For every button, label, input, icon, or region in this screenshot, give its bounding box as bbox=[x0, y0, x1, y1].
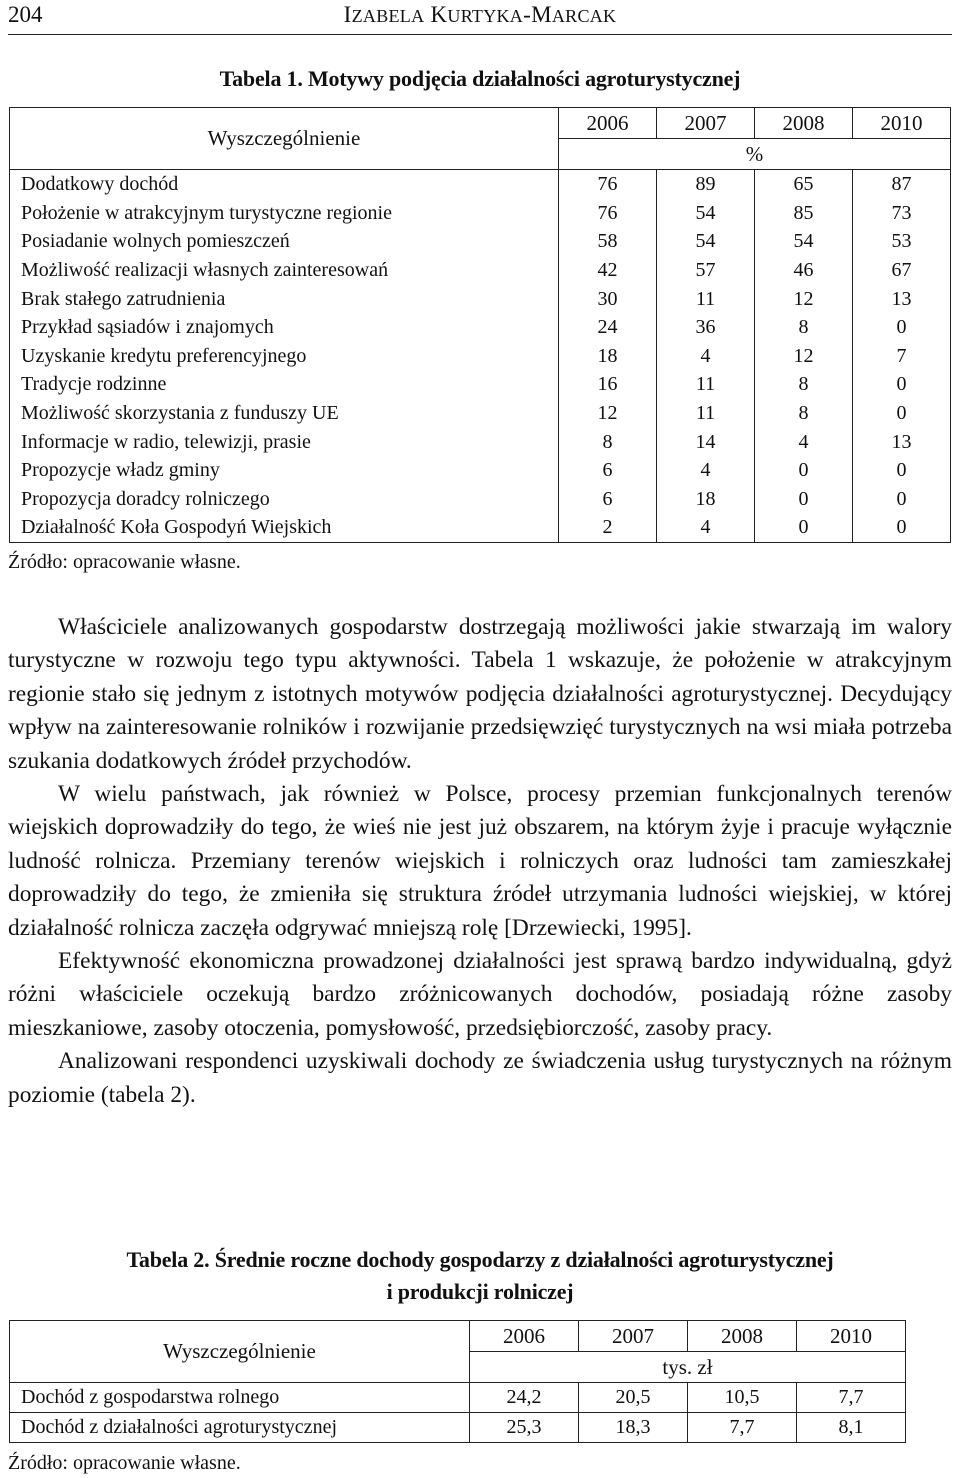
cell-value: 73 bbox=[853, 199, 951, 228]
table-row bbox=[10, 199, 951, 228]
table2-stub-header: Wyszczególnienie bbox=[10, 1321, 470, 1383]
paragraph: W wielu państwach, jak również w Polsce, procesy przemian funkcjonalnych terenów wiejskich doprowadziły do tego, że wieś nie jest już obszarem, na którym żyje i pracuje wyłącznie ludność rolnicza. Przemiany terenów wiejskich i rolniczych oraz ludności tam zamieszkałej doprowadziły do tego, że zmieniła się struktura źródeł utrzymania ludności wiejskiej, w której działalność rolnicza zaczęła odgrywać mniejszą rolę [Drzewiecki, 1995]. bbox=[8, 781, 952, 941]
row-label: Działalność Koła Gospodyń Wiejskich bbox=[10, 513, 559, 542]
row-label: Dodatkowy dochód bbox=[10, 170, 559, 199]
table-row bbox=[10, 227, 951, 256]
table2-unit-header: tys. zł bbox=[470, 1352, 906, 1383]
cell-value: 7 bbox=[853, 342, 951, 371]
cell-value: 89 bbox=[657, 170, 755, 199]
cell-value: 4 bbox=[755, 427, 853, 456]
cell-value: 7,7 bbox=[797, 1383, 906, 1413]
row-label: Posiadanie wolnych pomieszczeń bbox=[10, 227, 559, 256]
cell-value: 10,5 bbox=[688, 1383, 797, 1413]
cell-value: 36 bbox=[657, 313, 755, 342]
table2-source: Źródło: opracowanie własne. bbox=[8, 1452, 241, 1474]
table2-caption-line1: Tabela 2. Średnie roczne dochody gospodarzy z działalności agroturystycznej bbox=[126, 1247, 834, 1272]
table1-year-header: 2006 bbox=[559, 108, 657, 139]
cell-value: 87 bbox=[853, 170, 951, 199]
cell-value: 2 bbox=[559, 513, 657, 542]
table1 bbox=[9, 107, 951, 543]
row-label: Możliwość skorzystania z funduszy UE bbox=[10, 399, 559, 428]
table-row bbox=[10, 427, 951, 456]
table1-stub-header: Wyszczególnienie bbox=[10, 108, 559, 170]
table1-year-header: 2010 bbox=[853, 108, 951, 139]
table-row bbox=[10, 256, 951, 285]
cell-value: 85 bbox=[755, 199, 853, 228]
table2-year-header: 2010 bbox=[797, 1321, 906, 1352]
table2-year-header: 2007 bbox=[579, 1321, 688, 1352]
cell-value: 4 bbox=[657, 513, 755, 542]
cell-value: 8 bbox=[559, 427, 657, 456]
table2-body bbox=[10, 1383, 906, 1443]
cell-value: 0 bbox=[853, 513, 951, 542]
cell-value: 53 bbox=[853, 227, 951, 256]
cell-value: 0 bbox=[853, 485, 951, 514]
cell-value: 24,2 bbox=[470, 1383, 579, 1413]
row-label: Propozycje władz gminy bbox=[10, 456, 559, 485]
cell-value: 0 bbox=[853, 370, 951, 399]
cell-value: 0 bbox=[853, 399, 951, 428]
paragraph: Analizowani respondenci uzyskiwali dochody ze świadczenia usług turystycznych na różnym poziomie (tabela 2). bbox=[8, 1048, 952, 1108]
cell-value: 54 bbox=[657, 199, 755, 228]
row-label: Dochód z działalności agroturystycznej bbox=[10, 1413, 470, 1443]
row-label: Dochód z gospodarstwa rolnego bbox=[10, 1383, 470, 1413]
cell-value: 67 bbox=[853, 256, 951, 285]
cell-value: 11 bbox=[657, 370, 755, 399]
cell-value: 4 bbox=[657, 456, 755, 485]
cell-value: 11 bbox=[657, 284, 755, 313]
cell-value: 6 bbox=[559, 485, 657, 514]
table2 bbox=[9, 1320, 906, 1443]
table1-year-header: 2008 bbox=[755, 108, 853, 139]
cell-value: 30 bbox=[559, 284, 657, 313]
cell-value: 12 bbox=[755, 342, 853, 371]
cell-value: 46 bbox=[755, 256, 853, 285]
cell-value: 58 bbox=[559, 227, 657, 256]
table2-caption-line2: i produkcji rolniczej bbox=[386, 1279, 574, 1304]
row-label: Możliwość realizacji własnych zainteresowań bbox=[10, 256, 559, 285]
row-label: Brak stałego zatrudnienia bbox=[10, 284, 559, 313]
cell-value: 42 bbox=[559, 256, 657, 285]
cell-value: 11 bbox=[657, 399, 755, 428]
cell-value: 8,1 bbox=[797, 1413, 906, 1443]
row-label: Propozycja doradcy rolniczego bbox=[10, 485, 559, 514]
table-row bbox=[10, 342, 951, 371]
header-author: IZABELA KURTYKA-MARCAK bbox=[343, 2, 617, 27]
cell-value: 0 bbox=[853, 313, 951, 342]
body-text bbox=[8, 611, 952, 1112]
table-row bbox=[10, 1383, 906, 1413]
cell-value: 76 bbox=[559, 199, 657, 228]
cell-value: 18 bbox=[657, 485, 755, 514]
cell-value: 12 bbox=[755, 284, 853, 313]
table-row bbox=[10, 485, 951, 514]
cell-value: 65 bbox=[755, 170, 853, 199]
table1-unit-header: % bbox=[559, 139, 951, 170]
cell-value: 4 bbox=[657, 342, 755, 371]
cell-value: 18,3 bbox=[579, 1413, 688, 1443]
row-label: Położenie w atrakcyjnym turystyczne regionie bbox=[10, 199, 559, 228]
table1-year-header: 2007 bbox=[657, 108, 755, 139]
table-row bbox=[10, 284, 951, 313]
cell-value: 20,5 bbox=[579, 1383, 688, 1413]
cell-value: 76 bbox=[559, 170, 657, 199]
table1-caption: Tabela 1. Motywy podjęcia działalności agroturystycznej bbox=[219, 66, 741, 91]
row-label: Uzyskanie kredytu preferencyjnego bbox=[10, 342, 559, 371]
cell-value: 0 bbox=[853, 456, 951, 485]
table-row bbox=[10, 370, 951, 399]
table-row bbox=[10, 170, 951, 199]
page-number: 204 bbox=[8, 2, 43, 27]
cell-value: 54 bbox=[755, 227, 853, 256]
cell-value: 0 bbox=[755, 513, 853, 542]
running-header bbox=[8, 0, 952, 35]
table-row bbox=[10, 456, 951, 485]
paragraph: Efektywność ekonomiczna prowadzonej działalności jest sprawą bardzo indywidualną, gdyż różni właściciele oczekują bardzo zróżnicowanych dochodów, posiadają różne zasoby mieszkaniowe, zasoby otoczenia, pomysłowość, przedsiębiorczość, zasoby pracy. bbox=[8, 948, 952, 1041]
cell-value: 13 bbox=[853, 427, 951, 456]
cell-value: 6 bbox=[559, 456, 657, 485]
cell-value: 57 bbox=[657, 256, 755, 285]
cell-value: 18 bbox=[559, 342, 657, 371]
table1-body bbox=[10, 170, 951, 543]
cell-value: 8 bbox=[755, 370, 853, 399]
row-label: Tradycje rodzinne bbox=[10, 370, 559, 399]
cell-value: 25,3 bbox=[470, 1413, 579, 1443]
paragraph: Właściciele analizowanych gospodarstw dostrzegają możliwości jakie stwarzają im walory turystyczne w rozwoju tego typu aktywności. Tabela 1 wskazuje, że położenie w atrakcyjnym regionie stało się jednym z istotnych motywów podjęcia działalności agroturystycznej. Decydujący wpływ na zainteresowanie rolników i rozwijanie przedsięwzięć turystycznych na wsi miała potrzeba szukania dodatkowych źródeł przychodów. bbox=[8, 614, 952, 774]
cell-value: 24 bbox=[559, 313, 657, 342]
cell-value: 54 bbox=[657, 227, 755, 256]
cell-value: 8 bbox=[755, 313, 853, 342]
table-row bbox=[10, 399, 951, 428]
table2-year-header: 2008 bbox=[688, 1321, 797, 1352]
cell-value: 16 bbox=[559, 370, 657, 399]
cell-value: 7,7 bbox=[688, 1413, 797, 1443]
table-row bbox=[10, 513, 951, 542]
row-label: Przykład sąsiadów i znajomych bbox=[10, 313, 559, 342]
table-row bbox=[10, 313, 951, 342]
cell-value: 14 bbox=[657, 427, 755, 456]
cell-value: 0 bbox=[755, 485, 853, 514]
table2-year-header: 2006 bbox=[470, 1321, 579, 1352]
cell-value: 12 bbox=[559, 399, 657, 428]
cell-value: 0 bbox=[755, 456, 853, 485]
row-label: Informacje w radio, telewizji, prasie bbox=[10, 427, 559, 456]
cell-value: 13 bbox=[853, 284, 951, 313]
table1-source: Źródło: opracowanie własne. bbox=[8, 551, 241, 573]
cell-value: 8 bbox=[755, 399, 853, 428]
table-row bbox=[10, 1413, 906, 1443]
